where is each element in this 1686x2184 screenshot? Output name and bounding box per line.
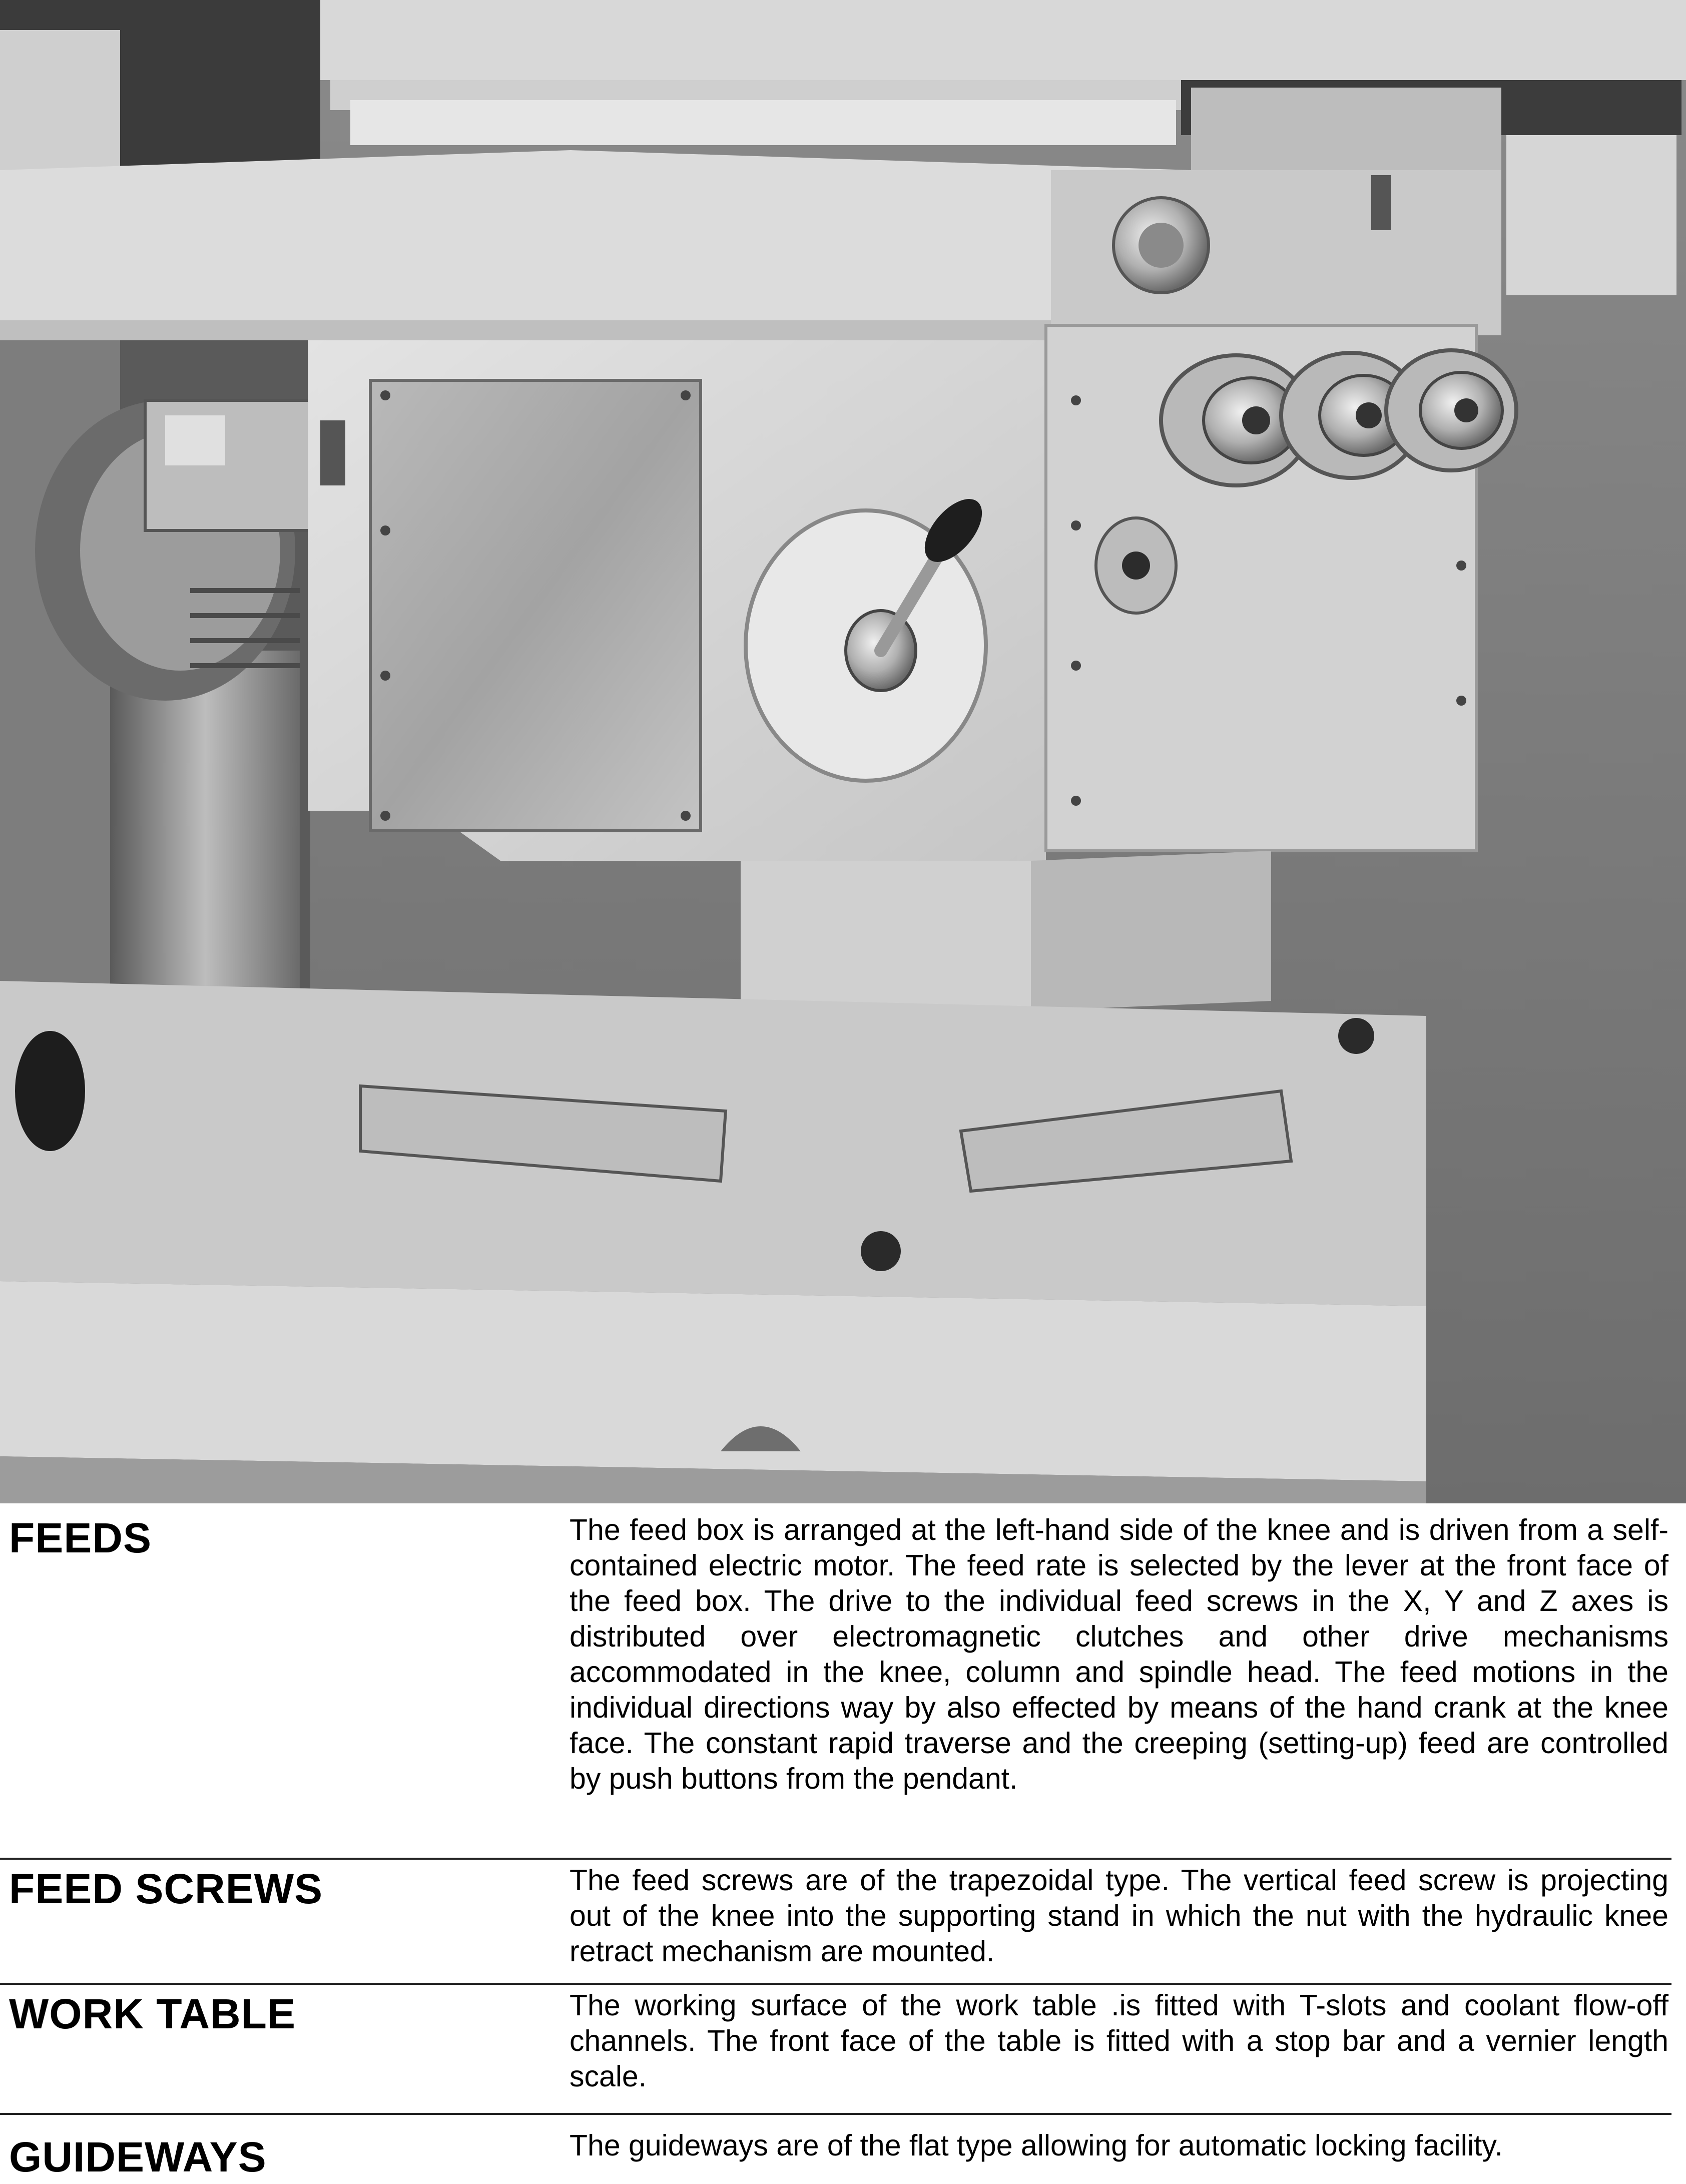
section-heading-guideways: GUIDEWAYS	[9, 2133, 267, 2180]
clutch-knob-z	[1386, 350, 1516, 470]
section-divider	[0, 2113, 1671, 2115]
section-heading-work-table: WORK TABLE	[9, 1990, 296, 2037]
section-divider	[0, 1858, 1671, 1860]
knee-front	[1046, 325, 1516, 851]
section-text-guideways: The guideways are of the flat type allowing for automatic locking facility.	[570, 2129, 1503, 2162]
saddle	[0, 150, 1191, 340]
section-text-feed-screws: The feed screws are of the trapezoidal type. The vertical feed screw is projecting out of the knee into the supporting stand in which the nut with the hydraulic knee retract mechanism are mounted.	[570, 1864, 1668, 1968]
section-text-feeds: The feed box is arranged at the left-hand side of the knee and is driven from a self-contained electric motor. The feed rate is selected by the lever at the front face of the feed box. The drive to the individual feed screws in the X, Y and Z axes is distributed over electromagnetic clutches and other drive mechanisms accommodated in the knee, column and spindle head. The feed motions in the individual directions way by also effected by means of the hand crank at the knee face. The constant rapid traverse and the creeping (setting-up) feed are controlled by push buttons from the pendant.	[570, 1513, 1668, 1795]
section-heading-feeds: FEEDS	[9, 1514, 152, 1561]
section-text-work-table: The working surface of the work table .is fitted with T-slots and coolant flow-off channels. The front face of the table is fitted with a stop bar and a vernier length scale.	[570, 1989, 1668, 2093]
machine-base	[0, 981, 1426, 1503]
section-divider	[0, 1983, 1671, 1985]
feed-box	[308, 340, 1046, 861]
section-heading-feed-screws: FEED SCREWS	[9, 1865, 323, 1912]
